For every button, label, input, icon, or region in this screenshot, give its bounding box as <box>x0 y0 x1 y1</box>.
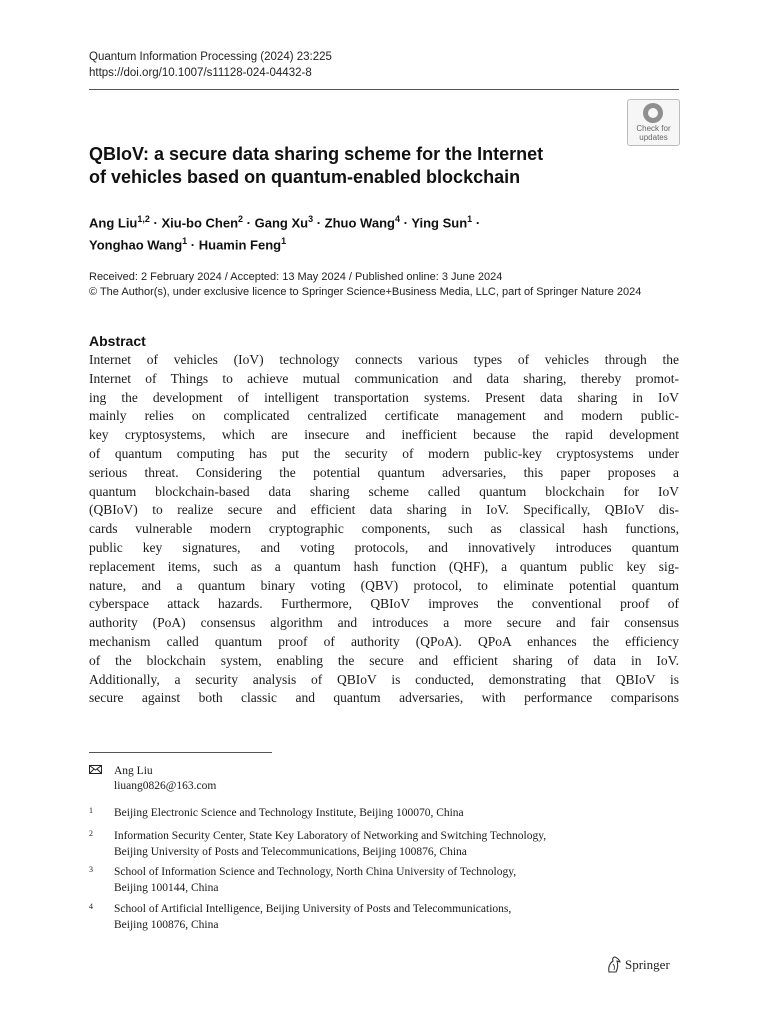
abstract-line: key cryptosystems, which are insecure and inefficient because the rapid development <box>89 427 679 443</box>
title-line-1: QBIoV: a secure data sharing scheme for the Internet <box>89 144 544 164</box>
doi-link[interactable]: https://doi.org/10.1007/s11128-024-04432-8 <box>89 67 312 79</box>
title-line-2: of vehicles based on quantum-enabled blockchain <box>89 167 521 187</box>
affiliation-text: Beijing 100876, China <box>114 919 219 931</box>
author-list <box>89 210 689 255</box>
author-affiliation: 1 <box>281 236 287 247</box>
springer-horse-icon <box>606 956 622 973</box>
affiliation-number: 2 <box>89 829 93 838</box>
affiliation-text: Beijing Electronic Science and Technology Institute, Beijing 100070, China <box>114 807 464 819</box>
abstract-line: cards vulnerable modern cryptographic components, such as classical hash functions, <box>89 521 679 537</box>
badge-line-2: updates <box>639 133 668 142</box>
copyright-line: © The Author(s), under exclusive licence to Springer Science+Business Media, LLC, part of Springer Nature 2024 <box>89 286 642 298</box>
corresponding-name: Ang Liu <box>114 765 153 777</box>
author-affiliation: 4 <box>394 214 400 224</box>
author-affiliation: 1,2 <box>137 214 150 224</box>
check-updates-icon <box>643 103 663 123</box>
affiliation-text: Beijing 100144, China <box>114 882 219 894</box>
badge-line-1: Check for <box>636 124 671 133</box>
author-affiliation: 1 <box>182 236 188 247</box>
author-line-2: Yonghao Wang$^1$ · Huamin Feng$^1$ <box>89 236 287 253</box>
envelope-icon <box>89 765 102 774</box>
affiliation-number: 3 <box>89 865 93 874</box>
affiliation-text: School of Information Science and Technology, North China University of Technology, <box>114 866 517 878</box>
publication-dates <box>89 270 641 300</box>
author-line-1: Ang Liu$^{1,2}$ · Xiu-bo Chen$^2$ · Gang $Xu^3$ · Zhuo Wang$^4$ · Ying Sun$^1$ · <box>89 214 481 231</box>
affiliation-number: 4 <box>89 902 93 911</box>
abstract-line: replacement items, such as a quantum hash function (QHF), a quantum public key sig- <box>89 558 679 574</box>
publisher-name: Springer <box>625 957 670 972</box>
abstract-line: (QBIoV) to realize secure and efficient data sharing in IoV. Specifically, QBIoV dis- <box>89 502 679 518</box>
author-affiliation: 2 <box>238 214 244 224</box>
paper-title <box>89 143 609 189</box>
author-name[interactable]: Ang Liu <box>89 215 138 231</box>
affiliation-text: Beijing University of Posts and Telecommunications, Beijing 100876, China <box>114 846 467 858</box>
abstract-line: quantum blockchain-based data sharing scheme called quantum blockchain for IoV <box>89 483 679 499</box>
abstract-line: Internet of Things to achieve mutual communication and data sharing, thereby promot- <box>89 370 679 386</box>
corresponding-email[interactable]: liuang0826@163.com <box>114 780 217 792</box>
affiliation-text: Information Security Center, State Key Laboratory of Networking and Switching Technology, <box>114 830 547 842</box>
abstract-line: Additionally, a security analysis of QBIoV is conducted, demonstrating that QBIoV is <box>89 671 679 687</box>
author-name[interactable]: Yonghao Wang <box>89 237 183 253</box>
footnote-rule <box>89 752 272 753</box>
abstract-line: secure against both classic and quantum adversaries, with performance comparisons <box>89 690 679 706</box>
author-name[interactable]: Gang Xu <box>254 215 309 231</box>
author-name[interactable]: Ying Sun <box>411 215 468 231</box>
abstract-line: of quantum computing has put the security of modern public-key cryptosystems under <box>89 445 679 461</box>
author-affiliation: 3 <box>308 214 314 224</box>
author-name[interactable]: Huamin Feng <box>198 237 282 253</box>
abstract-line: public key signatures, and voting protocols, and innovatively introduces quantum <box>89 539 679 555</box>
history-line: Received: 2 February 2024 / Accepted: 13 May 2024 / Published online: 3 June 2024 <box>89 271 503 283</box>
abstract-line: authority (PoA) consensus algorithm and introduces a more secure and fair consensus <box>89 615 679 631</box>
check-for-updates-badge[interactable] <box>627 99 680 146</box>
abstract-line: ing the development of intelligent transportation systems. Present data sharing in IoV <box>89 389 679 405</box>
abstract-line: cyberspace attack hazards. Furthermore, QBIoV improves the conventional proof of <box>89 596 679 612</box>
author-affiliation: 1 <box>467 214 473 224</box>
journal-header <box>89 49 332 81</box>
author-name[interactable]: Zhuo Wang <box>324 215 395 231</box>
abstract-line: of the blockchain system, enabling the secure and efficient sharing of data in IoV. <box>89 652 679 668</box>
header-rule <box>89 89 679 90</box>
author-name[interactable]: Xiu-bo Chen <box>161 215 239 231</box>
journal-citation: Quantum Information Processing (2024) 23:225 <box>89 51 332 63</box>
abstract-line: mainly relies on complicated centralized certificate management and modern public- <box>89 408 679 424</box>
affiliation-number: 1 <box>89 806 93 815</box>
abstract-line: serious threat. Considering the potential quantum adversaries, this paper proposes a <box>89 464 679 480</box>
abstract-heading: Abstract <box>89 333 146 349</box>
affiliation-text: School of Artificial Intelligence, Beijing University of Posts and Telecommunications, <box>114 903 512 915</box>
abstract-line: Internet of vehicles (IoV) technology connects various types of vehicles through the <box>89 352 679 367</box>
abstract-line: nature, and a quantum binary voting (QBV) protocol, to eliminate potential quantum <box>89 577 679 593</box>
abstract-line: mechanism called quantum proof of authority (QPoA). QPoA enhances the efficiency <box>89 633 679 649</box>
abstract-body <box>89 351 679 708</box>
